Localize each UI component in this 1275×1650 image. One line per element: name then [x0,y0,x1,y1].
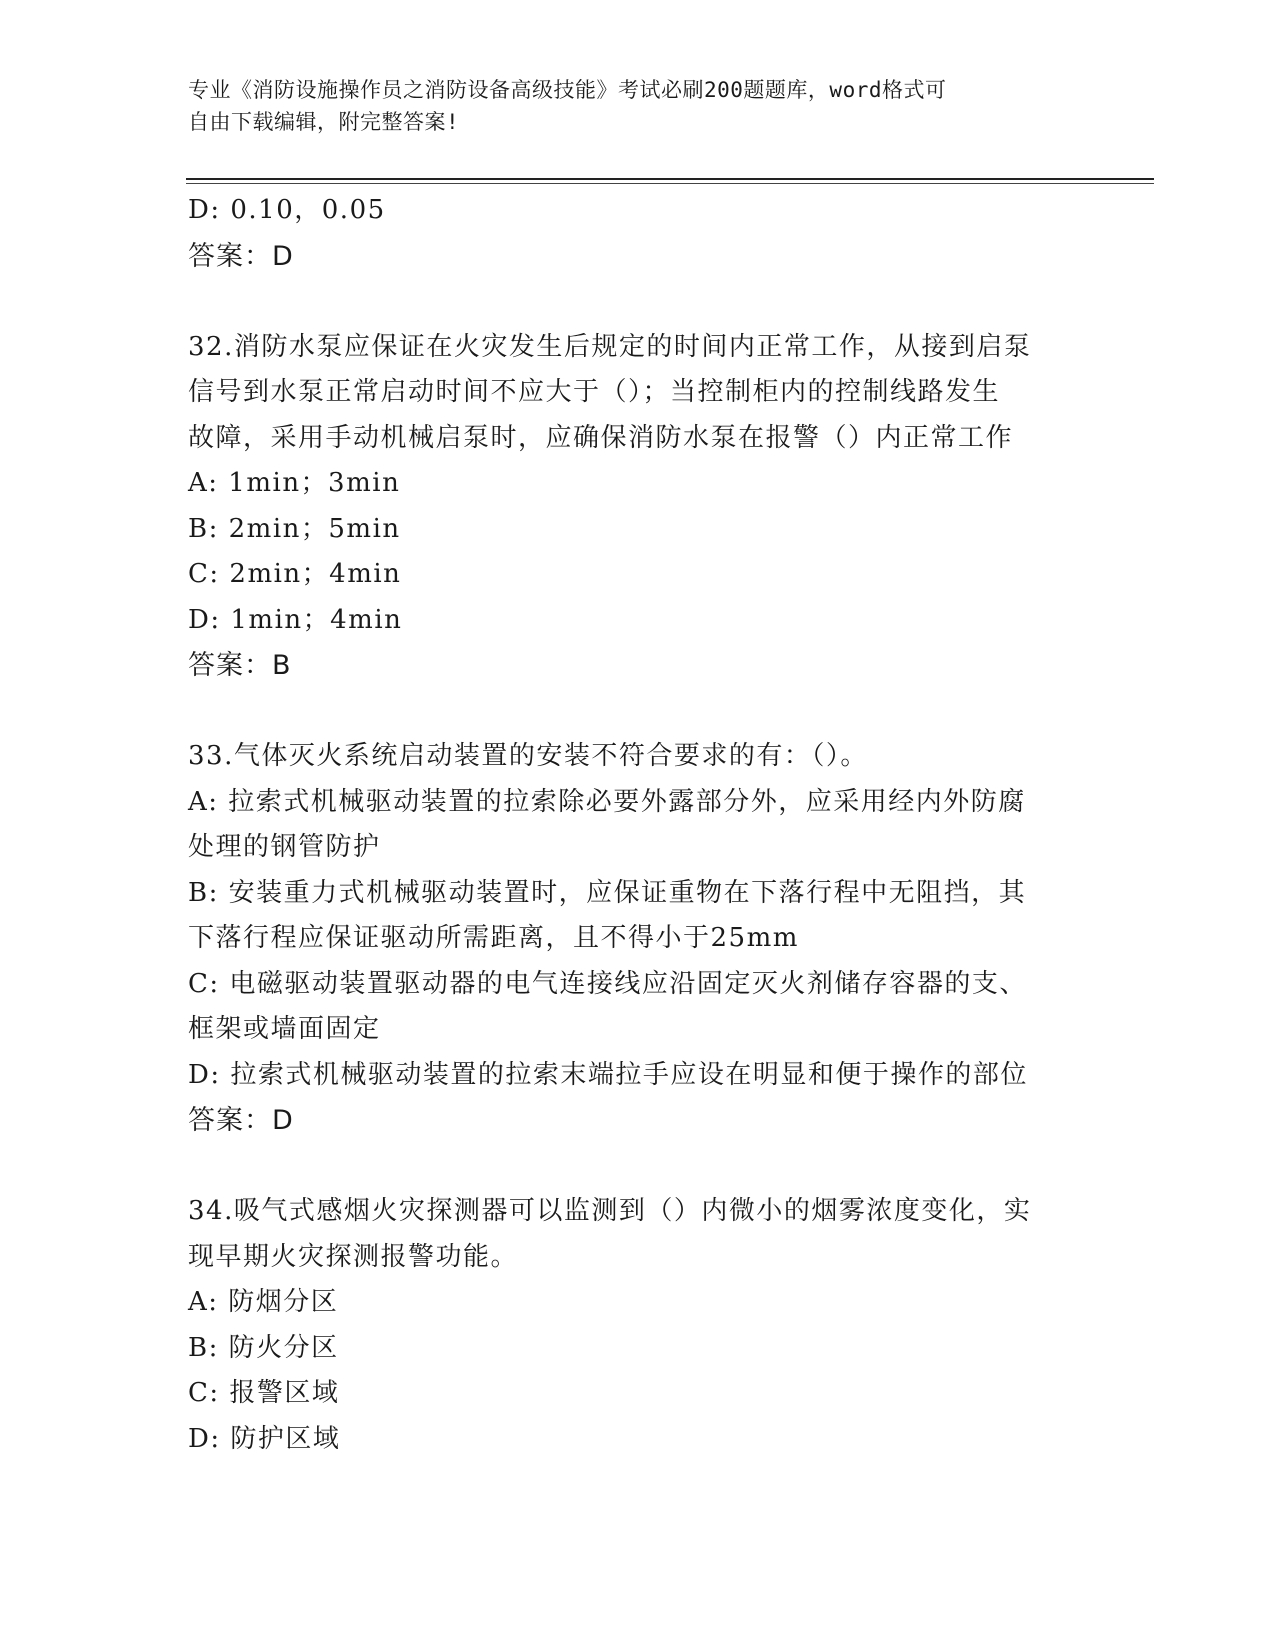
header-title-line-1: 专业《消防设施操作员之消防设备高级技能》考试必刷200题题库，word格式可 [188,78,947,102]
q33-option-b-line-1: B: 安装重力式机械驱动装置时，应保证重物在下落行程中无阻挡，其 [188,877,1027,908]
q31-option-d: D: 0.10，0.05 [188,195,386,225]
header-divider-thick [186,178,1154,180]
q33-option-a-line-2: 处理的钢管防护 [188,832,381,862]
q32-answer: 答案：B [188,650,292,681]
q32-option-c: C: 2min；4min [188,559,402,589]
spacer [188,279,1088,325]
q33-option-b-line-2: 下落行程应保证驱动所需距离，且不得小于25mm [188,923,799,953]
q33-option-c-line-1: C: 电磁驱动装置驱动器的电气连接线应沿固定灭火剂储存容器的支、 [188,968,1027,999]
q34-stem-line-1: 34.吸气式感烟火灾探测器可以监测到（）内微小的烟雾浓度变化，实 [188,1196,1032,1226]
q34-option-c: C: 报警区域 [188,1378,340,1408]
document-header [188,74,1088,138]
q33-option-c-line-2: 框架或墙面固定 [188,1014,381,1044]
header-divider-thin [186,183,1154,184]
q34-option-b: B: 防火分区 [188,1332,339,1363]
q32-stem-line-2: 信号到水泵正常启动时间不应大于（）；当控制柜内的控制线路发生 [188,377,1001,407]
q31-answer: 答案：D [188,240,294,272]
q32-stem-line-1: 32.消防水泵应保证在火灾发生后规定的时间内正常工作，从接到启泵 [188,331,1032,362]
q34-stem-line-2: 现早期火灾探测报警功能。 [188,1241,519,1272]
q32-option-b: B: 2min；5min [188,513,401,544]
q33-option-a-line-1: A: 拉索式机械驱动装置的拉索除必要外露部分外，应采用经内外防腐 [188,786,1026,817]
q34-option-d: D: 防护区域 [188,1423,341,1454]
spacer [188,1144,1088,1190]
question-content [188,188,1088,1462]
q33-option-d: D: 拉索式机械驱动装置的拉索末端拉手应设在明显和便于操作的部位 [188,1059,1028,1090]
spacer [188,689,1088,735]
q33-answer: 答案：D [188,1105,294,1136]
q32-stem-line-3: 故障，采用手动机械启泵时，应确保消防水泵在报警（）内正常工作 [188,422,1014,453]
q34-option-a: A: 防烟分区 [188,1287,339,1317]
header-title-line-2: 自由下载编辑，附完整答案! [188,110,460,134]
q33-stem-line-1: 33.气体灭火系统启动装置的安装不符合要求的有：（）。 [188,741,868,771]
q32-option-d: D: 1min；4min [188,604,403,635]
q32-option-a: A: 1min；3min [188,468,401,498]
